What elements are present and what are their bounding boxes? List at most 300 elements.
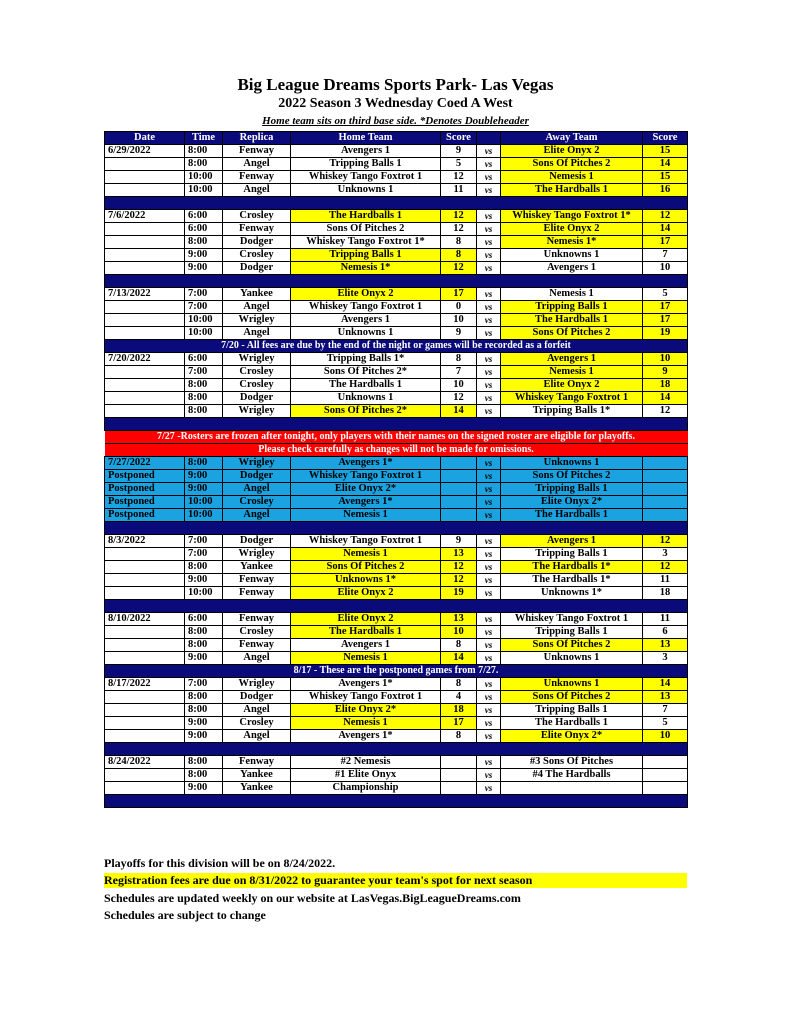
field-replica: Dodger xyxy=(223,236,291,249)
away-team: #3 Sons Of Pitches xyxy=(501,756,643,769)
field-replica: Fenway xyxy=(223,171,291,184)
vs-label: vs xyxy=(477,392,501,405)
field-replica: Dodger xyxy=(223,392,291,405)
away-score: 18 xyxy=(643,379,688,392)
home-score: 11 xyxy=(441,184,477,197)
game-time: 7:00 xyxy=(185,301,223,314)
game-time: 10:00 xyxy=(185,509,223,522)
website-note: Schedules are updated weekly on our website at LasVegas.BigLeagueDreams.com xyxy=(104,891,521,905)
game-date: 7/13/2022 xyxy=(105,288,185,301)
away-score: 9 xyxy=(643,366,688,379)
game-row xyxy=(105,392,688,405)
home-score: 13 xyxy=(441,548,477,561)
away-score: 3 xyxy=(643,548,688,561)
away-team: The Hardballs 1 xyxy=(501,717,643,730)
field-replica: Fenway xyxy=(223,145,291,158)
notice-text: 8/17 - These are the postponed games from 7/27. xyxy=(105,665,688,678)
game-date xyxy=(105,548,185,561)
field-replica: Angel xyxy=(223,483,291,496)
postponed-game-row xyxy=(105,457,688,470)
schedule-body xyxy=(105,145,688,808)
vs-label: vs xyxy=(477,301,501,314)
postponed-game-row xyxy=(105,496,688,509)
home-score: 12 xyxy=(441,171,477,184)
field-replica: Fenway xyxy=(223,639,291,652)
vs-label: vs xyxy=(477,613,501,626)
home-score: 14 xyxy=(441,652,477,665)
col-vs xyxy=(477,132,501,145)
vs-label: vs xyxy=(477,249,501,262)
home-team: Avengers 1* xyxy=(291,457,441,470)
away-team: Tripping Balls 1 xyxy=(501,626,643,639)
game-time: 8:00 xyxy=(185,769,223,782)
home-score: 12 xyxy=(441,262,477,275)
field-replica: Crosley xyxy=(223,366,291,379)
field-replica: Crosley xyxy=(223,717,291,730)
game-row xyxy=(105,652,688,665)
separator-cell xyxy=(105,522,688,535)
home-score: 8 xyxy=(441,249,477,262)
vs-label: vs xyxy=(477,184,501,197)
field-replica: Fenway xyxy=(223,587,291,600)
away-score: 14 xyxy=(643,158,688,171)
game-date: Postponed xyxy=(105,483,185,496)
field-replica: Wrigley xyxy=(223,405,291,418)
home-score: 14 xyxy=(441,405,477,418)
home-score: 12 xyxy=(441,392,477,405)
game-time: 9:00 xyxy=(185,652,223,665)
game-time: 8:00 xyxy=(185,145,223,158)
home-score: 9 xyxy=(441,145,477,158)
away-score: 11 xyxy=(643,574,688,587)
game-row xyxy=(105,782,688,795)
game-date xyxy=(105,574,185,587)
home-score: 12 xyxy=(441,223,477,236)
game-date xyxy=(105,717,185,730)
game-time: 8:00 xyxy=(185,691,223,704)
game-row xyxy=(105,613,688,626)
home-score xyxy=(441,457,477,470)
vs-label: vs xyxy=(477,548,501,561)
game-time: 10:00 xyxy=(185,496,223,509)
page-subtitle: 2022 Season 3 Wednesday Coed A West xyxy=(278,96,513,111)
home-score: 9 xyxy=(441,327,477,340)
away-team: Tripping Balls 1 xyxy=(501,301,643,314)
game-row xyxy=(105,691,688,704)
away-team: Sons Of Pitches 2 xyxy=(501,327,643,340)
field-replica: Yankee xyxy=(223,288,291,301)
game-row xyxy=(105,548,688,561)
vs-label: vs xyxy=(477,730,501,743)
game-row xyxy=(105,301,688,314)
away-score: 17 xyxy=(643,314,688,327)
vs-label: vs xyxy=(477,236,501,249)
game-date: Postponed xyxy=(105,509,185,522)
vs-label: vs xyxy=(477,405,501,418)
notice-text: 7/20 - All fees are due by the end of the night or games will be recorded as a forfeit xyxy=(105,340,688,353)
field-replica: Angel xyxy=(223,327,291,340)
field-replica: Crosley xyxy=(223,249,291,262)
game-date xyxy=(105,249,185,262)
field-replica: Fenway xyxy=(223,574,291,587)
away-score: 15 xyxy=(643,171,688,184)
home-team: Elite Onyx 2 xyxy=(291,288,441,301)
game-date: 8/24/2022 xyxy=(105,756,185,769)
home-score: 10 xyxy=(441,379,477,392)
home-team: Nemesis 1 xyxy=(291,652,441,665)
away-score: 10 xyxy=(643,353,688,366)
home-team: The Hardballs 1 xyxy=(291,210,441,223)
home-team: Avengers 1* xyxy=(291,730,441,743)
game-date xyxy=(105,587,185,600)
away-score: 5 xyxy=(643,288,688,301)
field-replica: Angel xyxy=(223,509,291,522)
field-replica: Fenway xyxy=(223,613,291,626)
game-date xyxy=(105,379,185,392)
separator-row xyxy=(105,743,688,756)
vs-label: vs xyxy=(477,574,501,587)
away-score: 10 xyxy=(643,730,688,743)
field-replica: Dodger xyxy=(223,535,291,548)
game-row xyxy=(105,678,688,691)
field-replica: Dodger xyxy=(223,262,291,275)
game-date xyxy=(105,691,185,704)
home-team: Avengers 1 xyxy=(291,314,441,327)
home-score: 10 xyxy=(441,626,477,639)
game-date: Postponed xyxy=(105,470,185,483)
field-replica: Yankee xyxy=(223,769,291,782)
home-score: 12 xyxy=(441,561,477,574)
game-date xyxy=(105,366,185,379)
game-row xyxy=(105,587,688,600)
home-score xyxy=(441,470,477,483)
vs-label: vs xyxy=(477,769,501,782)
game-row xyxy=(105,574,688,587)
game-time: 9:00 xyxy=(185,730,223,743)
away-score: 7 xyxy=(643,249,688,262)
game-date: Postponed xyxy=(105,496,185,509)
vs-label: vs xyxy=(477,288,501,301)
away-score xyxy=(643,756,688,769)
away-team: Avengers 1 xyxy=(501,262,643,275)
away-team: Whiskey Tango Foxtrot 1 xyxy=(501,613,643,626)
away-team: The Hardballs 1 xyxy=(501,509,643,522)
col-time: Time xyxy=(185,132,223,145)
game-row xyxy=(105,158,688,171)
away-team: Unknowns 1* xyxy=(501,587,643,600)
page-title: Big League Dreams Sports Park- Las Vegas xyxy=(237,75,554,94)
home-team: The Hardballs 1 xyxy=(291,626,441,639)
game-time: 8:00 xyxy=(185,158,223,171)
vs-label: vs xyxy=(477,262,501,275)
game-time: 7:00 xyxy=(185,548,223,561)
home-team: Whiskey Tango Foxtrot 1* xyxy=(291,236,441,249)
away-score: 12 xyxy=(643,210,688,223)
game-date xyxy=(105,301,185,314)
home-score xyxy=(441,496,477,509)
game-row xyxy=(105,314,688,327)
postponed-game-row xyxy=(105,483,688,496)
field-replica: Yankee xyxy=(223,782,291,795)
col-replica: Replica xyxy=(223,132,291,145)
game-row xyxy=(105,626,688,639)
away-team: #4 The Hardballs xyxy=(501,769,643,782)
game-row xyxy=(105,366,688,379)
home-team: Unknowns 1 xyxy=(291,392,441,405)
home-team: Whiskey Tango Foxtrot 1 xyxy=(291,301,441,314)
separator-cell xyxy=(105,418,688,431)
game-row xyxy=(105,769,688,782)
field-replica: Angel xyxy=(223,652,291,665)
away-team: Elite Onyx 2 xyxy=(501,145,643,158)
game-time: 7:00 xyxy=(185,366,223,379)
away-team: Nemesis 1 xyxy=(501,366,643,379)
field-replica: Wrigley xyxy=(223,548,291,561)
game-time: 9:00 xyxy=(185,262,223,275)
game-time: 8:00 xyxy=(185,561,223,574)
field-replica: Yankee xyxy=(223,561,291,574)
game-date xyxy=(105,639,185,652)
separator-row xyxy=(105,795,688,808)
game-row xyxy=(105,327,688,340)
game-date: 6/29/2022 xyxy=(105,145,185,158)
field-replica: Angel xyxy=(223,730,291,743)
home-team: Avengers 1* xyxy=(291,678,441,691)
vs-label: vs xyxy=(477,145,501,158)
separator-row xyxy=(105,418,688,431)
game-row xyxy=(105,249,688,262)
home-team: Unknowns 1 xyxy=(291,184,441,197)
separator-row xyxy=(105,522,688,535)
game-date: 7/27/2022 xyxy=(105,457,185,470)
away-team: Elite Onyx 2 xyxy=(501,223,643,236)
game-date: 7/20/2022 xyxy=(105,353,185,366)
game-date: 8/17/2022 xyxy=(105,678,185,691)
game-date xyxy=(105,327,185,340)
home-team: Whiskey Tango Foxtrot 1 xyxy=(291,535,441,548)
home-team: The Hardballs 1 xyxy=(291,379,441,392)
postponed-game-row xyxy=(105,509,688,522)
separator-cell xyxy=(105,197,688,210)
roster-notice-row xyxy=(105,444,688,457)
home-score: 17 xyxy=(441,717,477,730)
home-team: Sons Of Pitches 2 xyxy=(291,223,441,236)
game-row xyxy=(105,561,688,574)
vs-label: vs xyxy=(477,756,501,769)
game-date: 8/10/2022 xyxy=(105,613,185,626)
away-score: 7 xyxy=(643,704,688,717)
away-team: Unknowns 1 xyxy=(501,678,643,691)
vs-label: vs xyxy=(477,171,501,184)
game-time: 7:00 xyxy=(185,288,223,301)
game-row xyxy=(105,236,688,249)
away-score: 13 xyxy=(643,691,688,704)
home-score: 8 xyxy=(441,730,477,743)
away-team: Elite Onyx 2* xyxy=(501,730,643,743)
away-team: Sons Of Pitches 2 xyxy=(501,158,643,171)
vs-label: vs xyxy=(477,223,501,236)
home-score xyxy=(441,769,477,782)
home-score: 19 xyxy=(441,587,477,600)
game-time: 10:00 xyxy=(185,327,223,340)
postponed-game-row xyxy=(105,470,688,483)
away-score xyxy=(643,470,688,483)
separator-cell xyxy=(105,743,688,756)
away-score: 5 xyxy=(643,717,688,730)
game-row xyxy=(105,262,688,275)
home-team: Elite Onyx 2 xyxy=(291,613,441,626)
home-team: #1 Elite Onyx xyxy=(291,769,441,782)
away-team xyxy=(501,782,643,795)
home-team: Tripping Balls 1 xyxy=(291,249,441,262)
away-team: Whiskey Tango Foxtrot 1* xyxy=(501,210,643,223)
home-score: 8 xyxy=(441,236,477,249)
game-date xyxy=(105,769,185,782)
away-score xyxy=(643,496,688,509)
away-score: 14 xyxy=(643,678,688,691)
home-score: 17 xyxy=(441,288,477,301)
home-team: Nemesis 1* xyxy=(291,262,441,275)
field-replica: Fenway xyxy=(223,756,291,769)
away-team: Elite Onyx 2* xyxy=(501,496,643,509)
header-row xyxy=(105,132,688,145)
game-time: 9:00 xyxy=(185,782,223,795)
notice-row xyxy=(105,340,688,353)
home-score: 8 xyxy=(441,639,477,652)
field-replica: Crosley xyxy=(223,379,291,392)
away-team: The Hardballs 1 xyxy=(501,184,643,197)
game-time: 8:00 xyxy=(185,704,223,717)
field-replica: Angel xyxy=(223,184,291,197)
home-team: Championship xyxy=(291,782,441,795)
vs-label: vs xyxy=(477,496,501,509)
field-replica: Fenway xyxy=(223,223,291,236)
away-score: 12 xyxy=(643,561,688,574)
col-away-team: Away Team xyxy=(501,132,643,145)
vs-label: vs xyxy=(477,158,501,171)
game-row xyxy=(105,704,688,717)
vs-label: vs xyxy=(477,470,501,483)
away-score xyxy=(643,457,688,470)
away-team: Avengers 1 xyxy=(501,535,643,548)
home-score xyxy=(441,509,477,522)
separator-row xyxy=(105,275,688,288)
game-time: 10:00 xyxy=(185,171,223,184)
game-date: 8/3/2022 xyxy=(105,535,185,548)
away-team: Tripping Balls 1* xyxy=(501,405,643,418)
game-time: 6:00 xyxy=(185,210,223,223)
notice-text: 7/27 -Rosters are frozen after tonight, only players with their names on the signed roster are eligible for playoffs. xyxy=(105,431,688,444)
vs-label: vs xyxy=(477,704,501,717)
away-team: The Hardballs 1* xyxy=(501,574,643,587)
vs-label: vs xyxy=(477,535,501,548)
game-time: 8:00 xyxy=(185,405,223,418)
away-score: 14 xyxy=(643,392,688,405)
home-team: Whiskey Tango Foxtrot 1 xyxy=(291,470,441,483)
game-row xyxy=(105,171,688,184)
away-team: Unknowns 1 xyxy=(501,249,643,262)
field-replica: Dodger xyxy=(223,691,291,704)
home-team: Elite Onyx 2* xyxy=(291,483,441,496)
home-score: 12 xyxy=(441,210,477,223)
away-team: Tripping Balls 1 xyxy=(501,483,643,496)
game-time: 8:00 xyxy=(185,639,223,652)
away-team: Sons Of Pitches 2 xyxy=(501,470,643,483)
away-team: Tripping Balls 1 xyxy=(501,704,643,717)
away-team: Unknowns 1 xyxy=(501,652,643,665)
home-team: Avengers 1* xyxy=(291,496,441,509)
away-score: 11 xyxy=(643,613,688,626)
away-score: 12 xyxy=(643,535,688,548)
game-date xyxy=(105,314,185,327)
game-date: 7/6/2022 xyxy=(105,210,185,223)
field-replica: Dodger xyxy=(223,470,291,483)
vs-label: vs xyxy=(477,327,501,340)
game-time: 10:00 xyxy=(185,587,223,600)
vs-label: vs xyxy=(477,509,501,522)
schedule-table xyxy=(104,131,688,808)
game-row xyxy=(105,353,688,366)
home-team: Nemesis 1 xyxy=(291,717,441,730)
away-score xyxy=(643,769,688,782)
home-score xyxy=(441,782,477,795)
vs-label: vs xyxy=(477,483,501,496)
game-date xyxy=(105,223,185,236)
game-time: 8:00 xyxy=(185,236,223,249)
vs-label: vs xyxy=(477,782,501,795)
home-team: Tripping Balls 1* xyxy=(291,353,441,366)
field-replica: Wrigley xyxy=(223,678,291,691)
field-replica: Wrigley xyxy=(223,353,291,366)
game-date xyxy=(105,158,185,171)
vs-label: vs xyxy=(477,717,501,730)
vs-label: vs xyxy=(477,561,501,574)
separator-cell xyxy=(105,795,688,808)
home-score: 13 xyxy=(441,613,477,626)
home-team: Sons Of Pitches 2 xyxy=(291,561,441,574)
away-score xyxy=(643,782,688,795)
home-team: Unknowns 1* xyxy=(291,574,441,587)
away-score: 17 xyxy=(643,236,688,249)
home-team: Avengers 1 xyxy=(291,639,441,652)
vs-label: vs xyxy=(477,626,501,639)
away-score: 18 xyxy=(643,587,688,600)
field-replica: Crosley xyxy=(223,210,291,223)
away-score: 12 xyxy=(643,405,688,418)
home-team: Nemesis 1 xyxy=(291,548,441,561)
vs-label: vs xyxy=(477,379,501,392)
home-score: 10 xyxy=(441,314,477,327)
home-score: 8 xyxy=(441,678,477,691)
home-score: 7 xyxy=(441,366,477,379)
playoffs-note: Playoffs for this division will be on 8/24/2022. xyxy=(104,856,336,870)
col-home-team: Home Team xyxy=(291,132,441,145)
game-time: 9:00 xyxy=(185,249,223,262)
away-score: 10 xyxy=(643,262,688,275)
game-row xyxy=(105,145,688,158)
game-time: 7:00 xyxy=(185,678,223,691)
home-score: 4 xyxy=(441,691,477,704)
game-row xyxy=(105,405,688,418)
field-replica: Angel xyxy=(223,704,291,717)
game-row xyxy=(105,288,688,301)
game-row xyxy=(105,184,688,197)
away-team: Nemesis 1 xyxy=(501,288,643,301)
vs-label: vs xyxy=(477,652,501,665)
game-time: 8:00 xyxy=(185,626,223,639)
vs-label: vs xyxy=(477,587,501,600)
game-time: 9:00 xyxy=(185,574,223,587)
